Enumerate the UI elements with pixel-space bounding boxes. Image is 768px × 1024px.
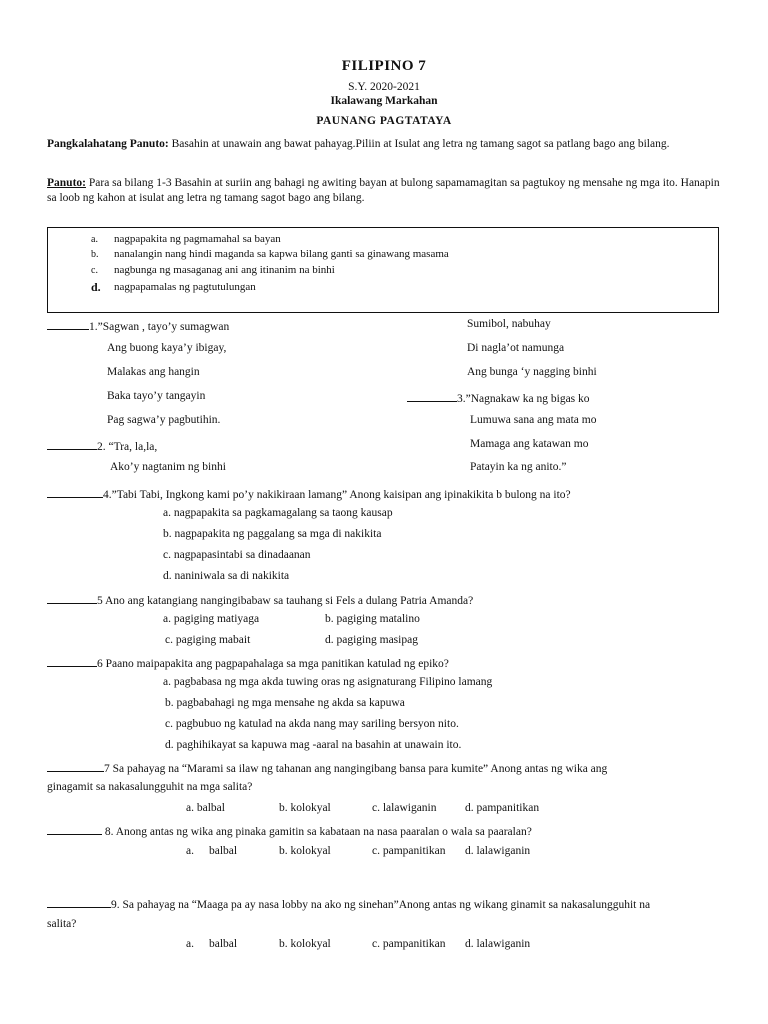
poem-line: Sumibol, nabuhay [467, 318, 551, 330]
option: a. pagiging matiyaga [163, 613, 260, 625]
option: a. [186, 845, 194, 857]
option: c. lalawiganin [372, 802, 437, 814]
question-7-stem: 7 Sa pahayag na “Marami sa ilaw ng tahanan ang nangingibang bansa para kumite” Anong antas ng wika ang [104, 763, 608, 775]
answer-blank[interactable] [47, 896, 111, 908]
answer-blank[interactable] [407, 390, 457, 402]
option: a. balbal [186, 802, 225, 814]
poem-line: Ang buong kaya’y ibigay, [107, 342, 227, 354]
choice-text: nagbunga ng masaganag ani ang itinanim na binhi [114, 264, 335, 276]
assessment-title: PAUNANG PAGTATAYA [316, 115, 452, 127]
question-1-line: 1.”Sagwan , tayo’y sumagwan [89, 321, 230, 333]
choice-text: nagpapakita ng pagmamahal sa bayan [114, 233, 281, 245]
option: balbal [209, 845, 238, 857]
question-9-stem: 9. Sa pahayag na “Maaga pa ay nasa lobby na ako ng sinehan”Anong antas ng wikang ginamit sa nakasalungguhit na [111, 899, 651, 911]
poem-line: Lumuwa sana ang mata mo [470, 414, 597, 426]
option: b. kolokyal [279, 938, 331, 950]
answer-blank[interactable] [47, 592, 97, 604]
poem-line: Malakas ang hangin [107, 366, 200, 378]
option: d. lalawiganin [465, 845, 531, 857]
question-3-line: 3.”Nagnakaw ka ng bigas ko [457, 393, 590, 405]
question-1 [47, 318, 229, 333]
document-title: FILIPINO 7 [341, 58, 427, 74]
answer-blank[interactable] [47, 486, 103, 498]
choice-letter: a. [91, 234, 98, 245]
poem-line: Mamaga ang katawan mo [470, 438, 589, 450]
poem-line: Ako’y nagtanim ng binhi [110, 461, 226, 473]
option: b. kolokyal [279, 802, 331, 814]
choice-letter: c. [91, 265, 98, 276]
instruction-label: Panuto: [47, 177, 86, 189]
question-3 [407, 390, 590, 405]
question-8-stem: 8. Anong antas ng wika ang pinaka gamitin sa kabataan na nasa paaralan o wala sa paaralan? [102, 826, 532, 838]
option: b. kolokyal [279, 845, 331, 857]
option: d. paghihikayat sa kapuwa mag -aaral na basahin at unawain ito. [165, 739, 462, 751]
choice-letter: d. [91, 280, 101, 294]
choice-text: nagpapamalas ng pagtutulungan [114, 281, 256, 293]
question-5-stem: 5 Ano ang katangiang nangingibabaw sa tauhang si Fels a dulang Patria Amanda? [97, 595, 474, 607]
question-5 [47, 592, 473, 607]
answer-blank[interactable] [47, 318, 89, 330]
question-9 [47, 896, 650, 911]
option: c. nagpapasintabi sa dinadaanan [163, 549, 311, 561]
answer-blank[interactable] [47, 438, 97, 450]
option: d. pampanitikan [465, 802, 540, 814]
instruction [47, 176, 727, 206]
poem-line: Ang bunga ‘y nagging binhi [467, 366, 597, 378]
option: d. naniniwala sa di nakikita [163, 570, 290, 582]
general-instruction-label: Pangkalahatang Panuto: [47, 138, 169, 150]
option: b. pagbabahagi ng mga mensahe ng akda sa kapuwa [165, 697, 405, 709]
question-4 [47, 486, 571, 501]
option: a. [186, 938, 194, 950]
option: c. pagbubuo ng katulad na akda nang may sariling bersyon nito. [165, 718, 459, 730]
option: a. pagbabasa ng mga akda tuwing oras ng asignaturang Filipino lamang [163, 676, 493, 688]
option: d. pagiging masipag [325, 634, 418, 646]
question-6 [47, 655, 449, 670]
choice-text: nanalangin nang hindi maganda sa kapwa bilang ganti sa ginawang masama [114, 248, 449, 260]
option: a. nagpapakita sa pagkamagalang sa taong kausap [163, 507, 393, 519]
question-8 [47, 823, 532, 838]
poem-line: Patayin ka ng anito.” [470, 461, 567, 473]
answer-blank[interactable] [47, 823, 102, 835]
poem-line: Baka tayo’y tangayin [107, 390, 206, 402]
option: d. lalawiganin [465, 938, 531, 950]
choice-letter: b. [91, 249, 99, 260]
general-instruction [47, 137, 727, 152]
poem-line: Pag sagwa’y pagbutihin. [107, 414, 221, 426]
instruction-text: Para sa bilang 1-3 Basahin at suriin ang bahagi ng awiting bayan at bulong sapamamagitan sa pagtukoy ng mensahe ng mga ito. Hanapin sa loob ng kahon at isulat ang letra ng tamang sagot bago ang bilang. [47, 177, 720, 204]
option: balbal [209, 938, 238, 950]
question-9-stem-cont: salita? [47, 918, 77, 930]
option: c. pagiging mabait [165, 634, 251, 646]
answer-blank[interactable] [47, 760, 104, 772]
option: b. pagiging matalino [325, 613, 420, 625]
option: c. pampanitikan [372, 938, 446, 950]
quarter-label: Ikalawang Markahan [330, 95, 438, 107]
option: b. nagpapakita ng paggalang sa mga di nakikita [163, 528, 382, 540]
school-year: S.Y. 2020-2021 [348, 81, 420, 93]
poem-line: Di nagla’ot namunga [467, 342, 565, 354]
question-6-stem: 6 Paano maipapakita ang pagpapahalaga sa mga panitikan katulad ng epiko? [97, 658, 449, 670]
question-2 [47, 438, 157, 453]
option: c. pampanitikan [372, 845, 446, 857]
general-instruction-text: Basahin at unawain ang bawat pahayag.Piliin at Isulat ang letra ng tamang sagot sa patlang bago ang bilang. [168, 138, 670, 150]
answer-blank[interactable] [47, 655, 97, 667]
question-4-stem: 4.”Tabi Tabi, Ingkong kami po’y nakikiraan lamang” Anong kaisipan ang ipinakikita b bulong na ito? [103, 489, 571, 501]
question-7-stem-cont: ginagamit sa nakasalungguhit na mga salita? [47, 781, 253, 793]
question-2-line: 2. “Tra, la,la, [97, 441, 158, 453]
question-7 [47, 760, 607, 775]
